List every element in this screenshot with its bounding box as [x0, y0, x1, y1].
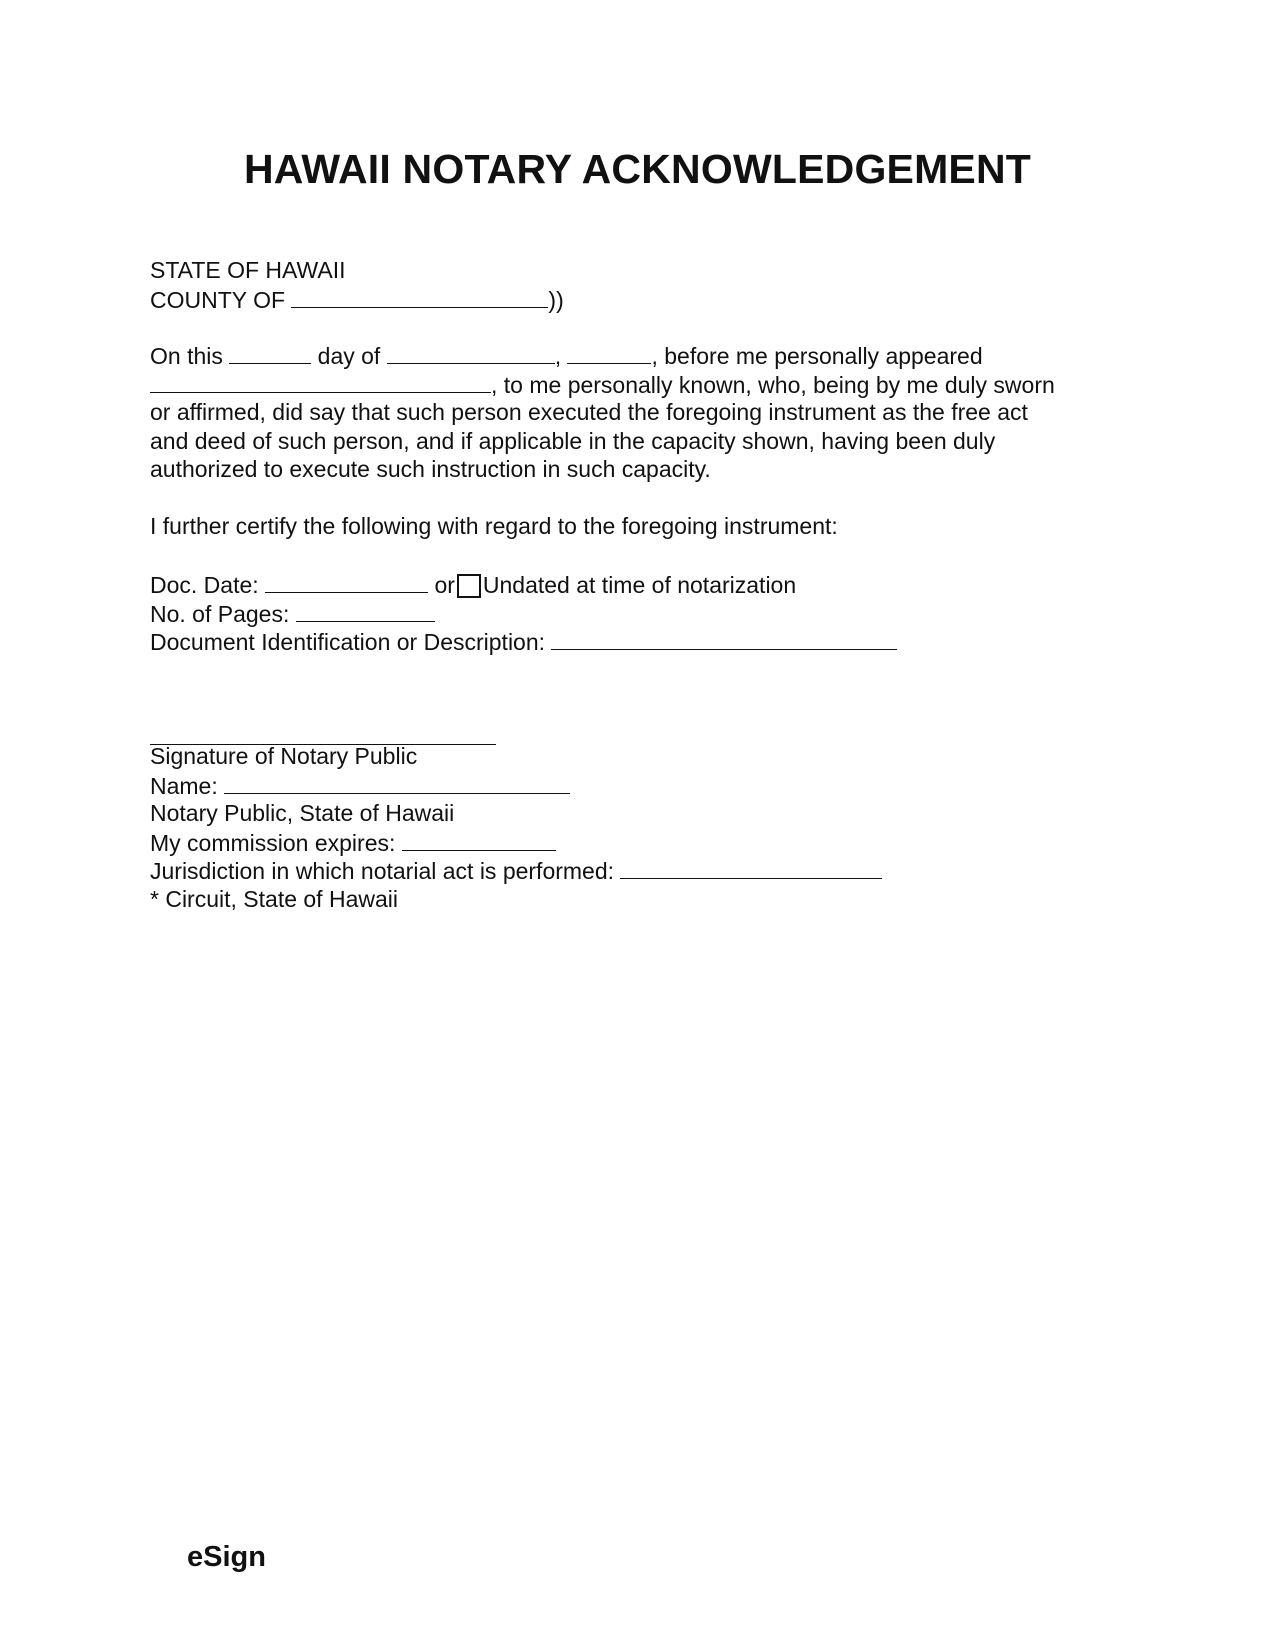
year-field[interactable] — [567, 341, 651, 364]
description-field[interactable] — [551, 627, 897, 650]
commission-field[interactable] — [402, 828, 556, 851]
commission-line — [150, 828, 882, 857]
notary-name-field[interactable] — [224, 771, 570, 794]
name-line — [150, 771, 882, 800]
pages-line — [150, 599, 897, 628]
doc-date-field[interactable] — [265, 570, 428, 593]
paragraph-line-1 — [150, 341, 1055, 370]
pages-label: No. of Pages: — [150, 600, 290, 627]
notary-block — [150, 742, 882, 914]
acknowledgement-paragraph — [150, 341, 1055, 484]
undated-label: Undated at time of notarization — [482, 572, 797, 598]
known-text: , to me personally known, who, being by me duly sworn — [491, 371, 1055, 398]
undated-checkbox[interactable] — [457, 574, 481, 598]
pages-field[interactable] — [296, 599, 435, 622]
day-field[interactable] — [229, 341, 311, 364]
on-this-text: On this — [150, 343, 223, 369]
paragraph-line-3: or affirmed, did say that such person executed the foregoing instrument as the free act — [150, 399, 1028, 426]
comma-text: , — [554, 343, 562, 369]
jurisdiction-line — [150, 856, 882, 885]
state-label: STATE OF HAWAII — [150, 257, 346, 283]
esign-logo: eSign — [187, 1541, 266, 1573]
paragraph-line-2 — [150, 370, 1055, 399]
or-label: or — [434, 572, 455, 598]
appearer-name-field[interactable] — [150, 370, 491, 393]
county-label: COUNTY OF — [150, 286, 286, 313]
jurisdiction-label: Jurisdiction in which notarial act is performed: — [150, 858, 615, 885]
description-line — [150, 627, 897, 656]
commission-label: My commission expires: — [150, 829, 396, 856]
state-line — [150, 256, 564, 285]
month-field[interactable] — [387, 341, 555, 364]
name-label: Name: — [150, 772, 218, 799]
venue-block — [150, 256, 564, 313]
notary-public-label: Notary Public, State of Hawaii — [150, 800, 455, 827]
document-fields — [150, 570, 897, 656]
before-me-text: , before me personally appeared — [651, 343, 983, 369]
doc-date-line — [150, 570, 897, 599]
signature-label: Signature of Notary Public — [150, 743, 418, 769]
paragraph-line-4: and deed of such person, and if applicable in the capacity shown, having been duly — [150, 427, 996, 454]
day-of-text: day of — [317, 343, 381, 369]
doc-date-label: Doc. Date: — [150, 572, 259, 598]
jurisdiction-field[interactable] — [620, 856, 882, 879]
document-title: HAWAII NOTARY ACKNOWLEDGEMENT — [243, 146, 1032, 192]
county-suffix: )) — [548, 286, 564, 313]
paragraph-line-5: authorized to execute such instruction in such capacity. — [150, 456, 711, 483]
certify-text: I further certify the following with regard to the foregoing instrument: — [150, 513, 838, 539]
description-label: Document Identification or Description: — [150, 629, 546, 656]
county-line — [150, 285, 564, 314]
circuit-label: * Circuit, State of Hawaii — [150, 885, 398, 912]
county-field[interactable] — [291, 285, 548, 308]
